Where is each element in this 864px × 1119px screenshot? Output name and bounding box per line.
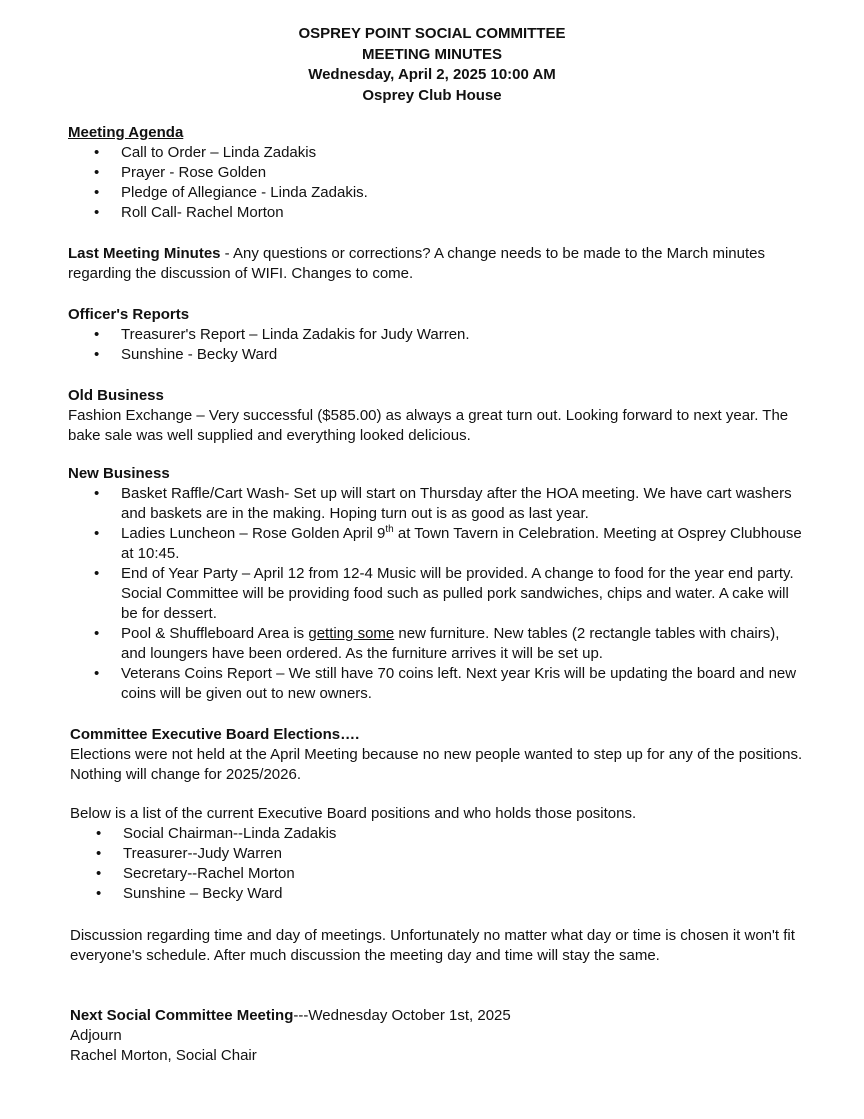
luncheon-text: Ladies Luncheon – Rose Golden April 9 (121, 525, 386, 542)
pool-text: Pool & Shuffleboard Area is (121, 625, 309, 642)
next-meeting-line (70, 1006, 805, 1026)
pool-underlined-text: getting some (308, 625, 395, 642)
new-business-section (68, 464, 803, 704)
last-minutes-paragraph (68, 244, 803, 284)
agenda-item: • Call to Order – Linda Zadakis (68, 143, 803, 163)
signature-text: Rachel Morton, Social Chair (70, 1047, 257, 1064)
new-business-item: • End of Year Party – April 12 from 12-4 Music will be provided. A change to food for the year end party. Social Committee will be providing food such as pulled pork sandwiches, chips and water. A cake will be for dessert. (68, 564, 803, 624)
board-item: • Secretary--Rachel Morton (70, 864, 805, 884)
next-meeting-date: ---Wednesday October 1st, 2025 (293, 1007, 511, 1024)
board-list (70, 824, 805, 904)
old-business-section (68, 386, 803, 446)
discussion-text: Discussion regarding time and day of meetings. Unfortunately no matter what day or time is chosen it won't fit everyone's schedule. After much discussion the meeting day and time will stay the same. (70, 927, 795, 964)
elections-section (70, 725, 805, 785)
old-business-heading: Old Business (68, 387, 164, 404)
pool-text-rest: new furniture. New tables (2 rectangle tables with chairs), and loungers have been ordered. As the furniture arrives it will be set up. (121, 625, 780, 662)
new-business-item: • Basket Raffle/Cart Wash- Set up will start on Thursday after the HOA meeting. We have cart washers and baskets are in the making. Hoping turn out is as good as last year. (68, 484, 803, 524)
new-business-heading: New Business (68, 465, 170, 482)
elections-heading: Committee Executive Board Elections…. (70, 726, 360, 743)
discussion-section (70, 926, 805, 966)
agenda-item: • Prayer - Rose Golden (68, 163, 803, 183)
header-location: Osprey Club House (362, 86, 502, 104)
luncheon-text-rest: at Town Tavern in Celebration. Meeting at Osprey Clubhouse at 10:45. (121, 525, 802, 562)
next-meeting-section (70, 1006, 805, 1066)
officers-section (68, 305, 803, 365)
new-business-list (68, 484, 803, 704)
last-minutes-text: - Any questions or corrections? A change needs to be made to the March minutes regarding the discussion of WIFI. Changes to come. (68, 245, 765, 282)
officers-list (68, 325, 803, 365)
board-item: • Social Chairman--Linda Zadakis (70, 824, 805, 844)
luncheon-ordinal: th (385, 524, 394, 535)
board-intro: Below is a list of the current Executive Board positions and who holds those positons. (70, 805, 637, 822)
header-subtitle: MEETING MINUTES (361, 45, 502, 63)
agenda-heading: Meeting Agenda (68, 124, 184, 141)
document-header (0, 24, 864, 106)
old-business-text: Fashion Exchange – Very successful ($585.00) as always a great turn out. Looking forward to next year. The bake sale was well supplied and everything looked delicious. (68, 407, 789, 444)
officers-item: • Sunshine - Becky Ward (68, 345, 803, 365)
header-title: OSPREY POINT SOCIAL COMMITTEE (298, 25, 566, 42)
officers-heading: Officer's Reports (68, 306, 190, 323)
board-item: • Treasurer--Judy Warren (70, 844, 805, 864)
last-minutes-section (68, 244, 803, 284)
new-business-item (68, 524, 803, 564)
adjourn-text: Adjourn (70, 1027, 122, 1044)
agenda-list (68, 143, 803, 223)
agenda-item: • Pledge of Allegiance - Linda Zadakis. (68, 183, 803, 203)
officers-item: • Treasurer's Report – Linda Zadakis for Judy Warren. (68, 325, 803, 345)
new-business-item: • Veterans Coins Report – We still have 70 coins left. Next year Kris will be updating the board and new coins will be given out to new owners. (68, 664, 803, 704)
agenda-item: • Roll Call- Rachel Morton (68, 203, 803, 223)
next-meeting-heading: Next Social Committee Meeting (70, 1007, 294, 1024)
board-section (70, 804, 805, 904)
board-item: • Sunshine – Becky Ward (70, 884, 805, 904)
elections-text: Elections were not held at the April Meeting because no new people wanted to step up for any of the positions. Nothing will change for 2025/2026. (70, 746, 803, 783)
header-date: Wednesday, April 2, 2025 10:00 AM (308, 66, 556, 83)
new-business-item (68, 624, 803, 664)
last-minutes-heading: Last Meeting Minutes (68, 245, 221, 262)
agenda-section (68, 123, 803, 223)
